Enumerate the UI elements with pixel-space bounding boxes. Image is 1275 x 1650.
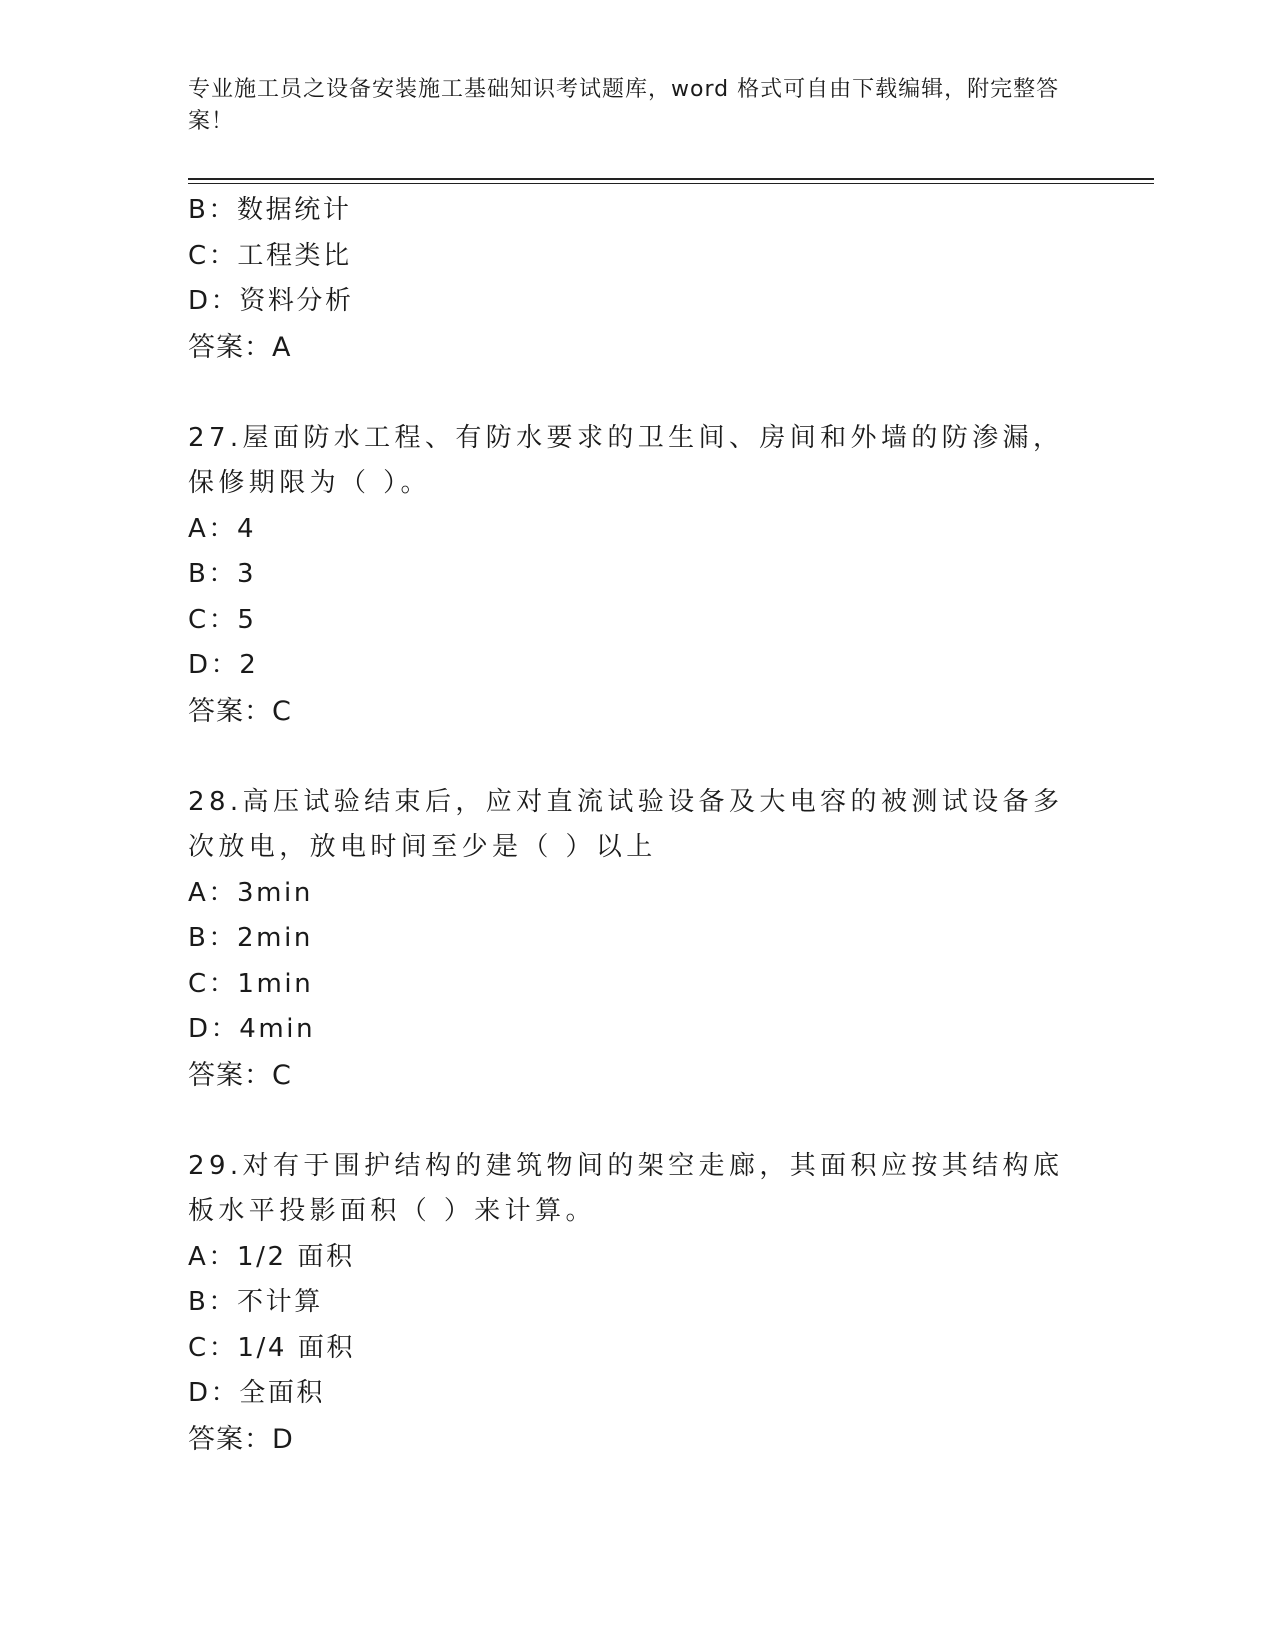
option-c: C：1/4 面积 — [188, 1332, 356, 1363]
spacer — [188, 734, 1088, 780]
option-d: D：资料分析 — [188, 286, 354, 316]
option-d: D：4min — [188, 1014, 316, 1044]
option-a: A：3min — [188, 877, 313, 908]
option-d: D：2 — [188, 650, 259, 680]
question-stem: 29.对有于围护结构的建筑物间的架空走廊，其面积应按其结构底板水平投影面积（ ）来计算。 — [188, 1150, 1064, 1226]
option-c: C：工程类比 — [188, 240, 352, 271]
header-rule-thin — [188, 183, 1154, 184]
question-stem: 28.高压试验结束后，应对直流试验设备及大电容的被测试设备多次放电，放电时间至少是（ ）以上 — [188, 786, 1064, 862]
option-b: B：3 — [188, 559, 257, 589]
question-27 — [188, 416, 1088, 735]
spacer — [188, 1098, 1088, 1144]
answer: 答案：C — [188, 1059, 292, 1091]
question-29 — [188, 1144, 1088, 1463]
spacer — [188, 370, 1088, 416]
question-26-continued — [188, 188, 1088, 370]
option-d: D：全面积 — [188, 1378, 326, 1408]
option-b: B：数据统计 — [188, 195, 352, 225]
question-stem: 27.屋面防水工程、有防水要求的卫生间、房间和外墙的防渗漏，保修期限为（ ）。 — [188, 422, 1064, 498]
answer: 答案：C — [188, 695, 292, 727]
document-header: 专业施工员之设备安装施工基础知识考试题库，word 格式可自由下载编辑，附完整答案！ — [188, 77, 1060, 134]
answer: 答案：A — [188, 331, 292, 363]
option-a: A：1/2 面积 — [188, 1241, 355, 1272]
option-a: A：4 — [188, 513, 257, 544]
question-28 — [188, 780, 1088, 1099]
option-b: B：2min — [188, 923, 314, 953]
answer: 答案：D — [188, 1423, 294, 1455]
option-b: B：不计算 — [188, 1287, 323, 1317]
option-c: C：5 — [188, 604, 257, 635]
header-rule-thick — [188, 178, 1154, 180]
question-content — [188, 188, 1088, 1462]
option-c: C：1min — [188, 968, 314, 999]
